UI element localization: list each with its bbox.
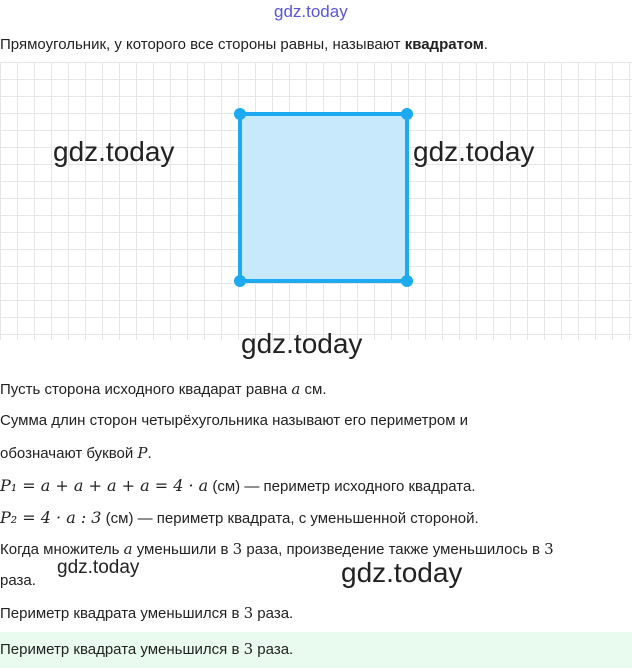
formula-p1: P₁ = a + a + a + a = 4 · a	[0, 476, 209, 495]
line-p2	[0, 508, 479, 527]
line-conclusion	[0, 604, 293, 622]
answer-text	[0, 640, 293, 658]
line-letter-p	[0, 444, 152, 462]
var-p: P	[137, 444, 148, 462]
line-p2-text: (см) — периметр квадрата, с уменьшенной стороной.	[101, 510, 479, 527]
vertex-top-left	[234, 108, 246, 120]
watermark-right: gdz.today	[413, 136, 535, 167]
watermark-large: gdz.today	[341, 557, 463, 588]
line-side-text: Пусть сторона исходного квадарат равна	[0, 381, 292, 398]
answer-text-main: Периметр квадрата уменьшился в	[0, 641, 244, 658]
line-perimeter-def: Сумма длин сторон четырёхугольника называют его периметром и	[0, 412, 469, 429]
line-conclusion-end: раза.	[253, 605, 294, 622]
watermark-small: gdz.today	[57, 557, 140, 578]
answer-text-end: раза.	[253, 641, 294, 658]
line-side	[0, 380, 327, 398]
vertex-top-right	[401, 108, 413, 120]
var-a-2: a	[123, 540, 133, 558]
line-conclusion-text: Периметр квадрата уменьшился в	[0, 605, 244, 622]
num-3-conclusion: 3	[243, 604, 254, 622]
answer-box	[0, 632, 632, 668]
line-p1-text: (см) — периметр исходного квадрата.	[208, 478, 476, 495]
answer-num: 3	[243, 640, 254, 658]
line-mult-b: уменьшили в	[132, 541, 233, 558]
vertex-bottom-left	[234, 275, 246, 287]
line-letter-text: обозначают буквой	[0, 445, 138, 462]
num-3: 3	[232, 540, 243, 558]
square-figure	[0, 62, 632, 340]
square-shape	[240, 114, 407, 281]
vertex-bottom-right	[401, 275, 413, 287]
formula-p2: P₂ = 4 · a : 3	[0, 508, 102, 527]
intro-text	[0, 36, 488, 53]
watermark-center: gdz.today	[241, 328, 363, 359]
line-mult-c: раза, произведение также уменьшилось в	[242, 541, 545, 558]
watermark-left: gdz.today	[53, 136, 175, 167]
var-a: a	[291, 380, 301, 398]
line-side-unit: см.	[300, 381, 327, 398]
square-drawing	[0, 62, 632, 340]
line-letter-end: .	[147, 445, 152, 462]
line-p1	[0, 476, 476, 495]
intro-end: .	[483, 36, 488, 53]
line-mult-a: Когда множитель	[0, 541, 124, 558]
line-multiplier	[0, 540, 554, 558]
intro-text-main: Прямоугольник, у которого все стороны равны, называют	[0, 36, 405, 53]
num-3-second: 3	[544, 540, 554, 558]
line-times: раза.	[0, 572, 36, 589]
intro-bold-term: квадратом	[404, 36, 484, 53]
watermark-top: gdz.today	[274, 2, 348, 21]
